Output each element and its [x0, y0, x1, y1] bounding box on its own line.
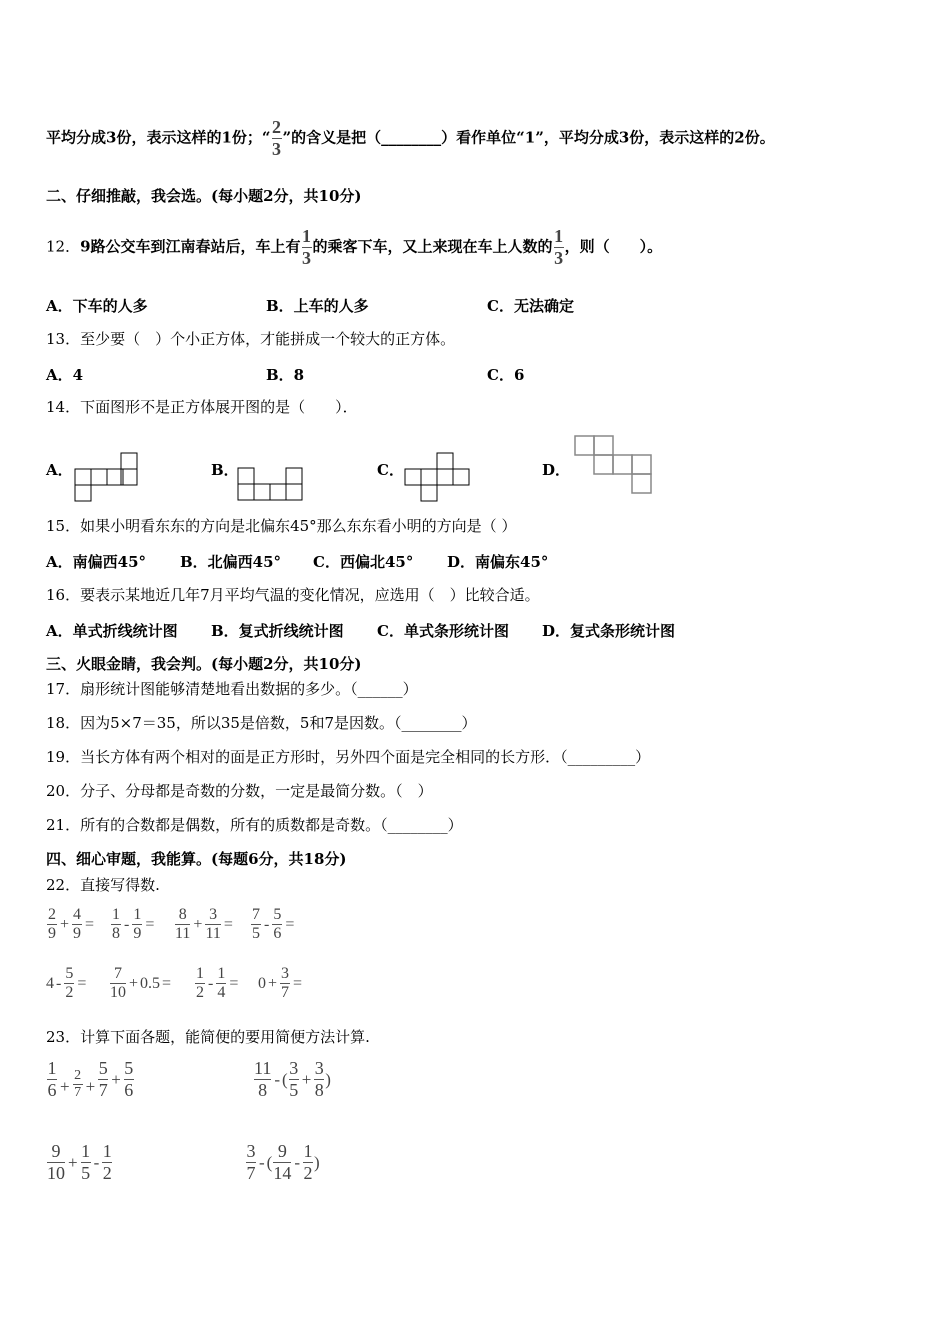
expr-23-1: $\frac{1}{6}$ + $\frac{2}{7}$ + $\frac{5}{7}$ + $\frac{5}{6}$: [47, 1058, 134, 1100]
q14-option-d: D．: [542, 461, 571, 479]
intro-before: 平均分成3份，表示这样的1份；“: [46, 128, 271, 147]
question-13: 13．至少要（ ）个小正方体，才能拼成一个较大的正方体。: [46, 330, 456, 348]
expr-22-3: $\frac{8}{11}$ + $\frac{3}{11}$ =: [175, 906, 233, 942]
fraction: $\frac{2}{3}$: [272, 117, 282, 159]
question-19: 19．当长方体有两个相对的面是正方形时，另外四个面是完全相同的长方形．（_________）: [46, 748, 651, 766]
question-15: 15．如果小明看东东的方向是北偏东45°那么东东看小明的方向是（ ）: [46, 517, 517, 535]
q14-option-a: A．: [46, 461, 73, 479]
q15-option-c: C．西偏北45°: [313, 553, 414, 571]
expr-22-1: $\frac{2}{9}$ + $\frac{4}{9}$ =: [48, 906, 95, 942]
q14-option-c: C．: [377, 461, 404, 479]
q12-option-b: B．上车的人多: [266, 297, 369, 315]
expr-23-3: $\frac{9}{10}$ + $\frac{1}{5}$ - $\frac{1}{2}$: [47, 1141, 112, 1183]
expr-23-2: $\frac{11}{8}$ - ( $\frac{3}{5}$ + $\frac{3}{8}$ ): [254, 1058, 331, 1100]
cube-net-a: [74, 452, 140, 502]
q13-option-a: A．4: [46, 366, 84, 384]
question-23: 23．计算下面各题，能简便的要用简便方法计算.: [46, 1028, 370, 1046]
q15-option-a: A．南偏西45°: [46, 553, 147, 571]
fraction: $\frac{1}{3}$: [302, 226, 312, 268]
expr-23-4: $\frac{3}{7}$ - ( $\frac{9}{14}$ - $\frac{1}{2}$ ): [246, 1141, 320, 1183]
cube-net-b: [237, 467, 305, 501]
q13-option-b: B．8: [266, 366, 305, 384]
section-3-heading: 三、火眼金睛，我会判。(每小题2分，共10分): [46, 655, 362, 673]
expr-22-6: $\frac{7}{10}$ + 0.5 =: [110, 965, 172, 1001]
question-20: 20．分子、分母都是奇数的分数，一定是最简分数。（ ）: [46, 782, 433, 800]
expr-22-5: 4 - $\frac{5}{2}$ =: [46, 965, 87, 1001]
cube-net-d: [573, 434, 657, 496]
question-16: 16．要表示某地近几年7月平均气温的变化情况，应选用（ ）比较合适。: [46, 586, 540, 604]
q12-option-c: C．无法确定: [487, 297, 574, 315]
question-22: 22．直接写得数.: [46, 876, 160, 894]
expr-22-8: 0 + $\frac{3}{7}$ =: [258, 965, 303, 1001]
q12-option-a: A．下车的人多: [46, 297, 148, 315]
cube-net-c: [404, 452, 470, 502]
section-2-heading: 二、仔细推敲，我会选。(每小题2分，共10分): [46, 187, 362, 205]
question-14: 14．下面图形不是正方体展开图的是（ ）．: [46, 398, 358, 416]
q13-option-c: C．6: [487, 366, 525, 384]
question-12: 12．9路公交车到江南春站后，车上有 $\frac{1}{3}$ 的乘客下车，又上来现在车上人数的 $\frac{1}{3}$ ，则（ ）。: [46, 226, 663, 268]
question-18: 18．因为5×7＝35，所以35是倍数，5和7是因数。（________）: [46, 714, 477, 732]
expr-22-2: $\frac{1}{8}$ - $\frac{1}{9}$ =: [112, 906, 155, 942]
q15-option-d: D．南偏东45°: [447, 553, 549, 571]
intro-line: [46, 117, 775, 160]
fraction: $\frac{1}{3}$: [554, 226, 564, 268]
q16-option-a: A．单式折线统计图: [46, 622, 178, 640]
question-21: 21．所有的合数都是偶数，所有的质数都是奇数。（________）: [46, 816, 463, 834]
q15-option-b: B．北偏西45°: [180, 553, 282, 571]
q14-option-b: B．: [211, 461, 239, 479]
expr-22-7: $\frac{1}{2}$ - $\frac{1}{4}$ =: [196, 965, 239, 1001]
section-4-heading: 四、细心审题，我能算。(每题6分，共18分): [46, 850, 347, 868]
q16-option-c: C．单式条形统计图: [377, 622, 509, 640]
intro-after: ”的含义是把（________）看作单位“1”，平均分成3份，表示这样的2份。: [282, 128, 775, 147]
expr-22-4: $\frac{7}{5}$ - $\frac{5}{6}$ =: [252, 906, 295, 942]
q16-option-d: D．复式条形统计图: [542, 622, 676, 640]
question-17: 17．扇形统计图能够清楚地看出数据的多少。（______）: [46, 680, 418, 698]
q16-option-b: B．复式折线统计图: [211, 622, 344, 640]
